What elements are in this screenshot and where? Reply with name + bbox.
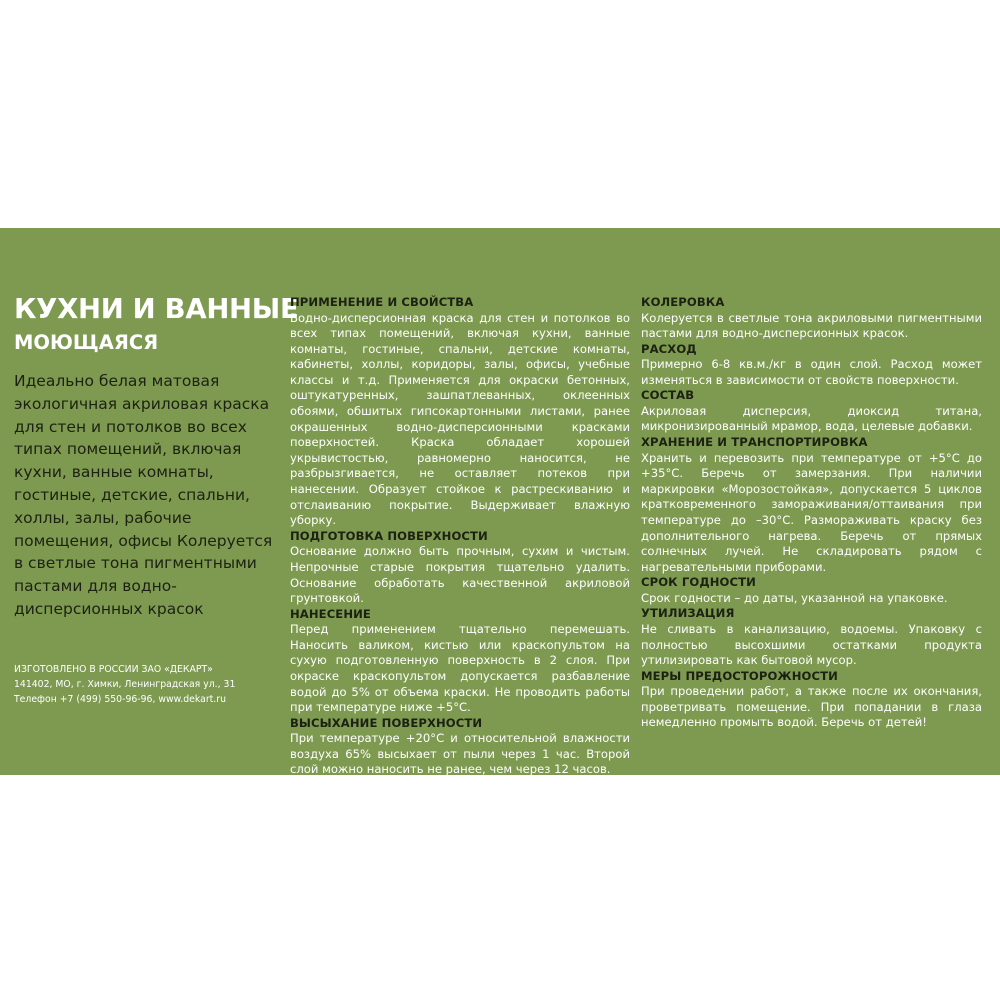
section-heading: ПРИМЕНЕНИЕ И СВОЙСТВА [290, 295, 474, 309]
section-text: Колеруется в светлые тона акриловыми пигментными пастами для водно-дисперсионных красок. [641, 310, 982, 341]
instructions-column-right [641, 295, 982, 731]
product-description: Идеально белая матовая экологичная акриловая краска для стен и потолков во всех типах помещений, включая кухни, ванные комнаты, гостиные, детские, спальни, холлы, залы, рабочие помещения, офисы Колеруется в светлые тона пигментными пастами для водно-дисперсионных красок [14, 372, 273, 618]
section-text: Водно-дисперсионная краска для стен и потолков во всех типах помещений, включая кухни, ванные комнаты, гостиные, спальни, детские комнаты, кабинеты, холлы, коридоры, залы, офисы, учебные классы и т.д. Применяется для окраски бетонных, оштукатуренных, зашпатлеванных, оклеенных обоями, обшитых гипсокартонными листами, ранее окрашенных водно-дисперсионными красками поверхностей. Краска обладает хорошей укрывистостью, равномерно наносится, не разбрызгивается, не оставляет потеков при нанесении. Образует стойкое к растрескиванию и отслаиванию покрытие. Выдерживает влажную уборку. [290, 310, 630, 528]
section-heading: КОЛЕРОВКА [641, 295, 725, 309]
section-heading: РАСХОД [641, 341, 697, 356]
section-shelf-life [641, 575, 982, 606]
section-applying [290, 607, 630, 716]
product-subtitle: МОЮЩАЯСЯ [14, 331, 159, 354]
section-text: Акриловая дисперсия, диоксид титана, микронизированный мрамор, вода, целевые добавки. [641, 403, 982, 434]
section-text: Перед применением тщательно перемешать. Наносить валиком, кистью или краскопультом на сухую подготовленную поверхность в 2 слоя. При окраске краскопультом допускается разбавление водой до 5% от объема краски. Не проводить работы при температуре ниже +5°С. [290, 622, 630, 715]
section-text: Срок годности – до даты, указанной на упаковке. [641, 590, 948, 605]
section-drying [290, 716, 630, 778]
section-composition [641, 388, 982, 435]
section-heading: ВЫСЫХАНИЕ ПОВЕРХНОСТИ [290, 715, 483, 730]
section-heading: УТИЛИЗАЦИЯ [641, 606, 735, 621]
section-text: Основание должно быть прочным, сухим и чистым. Непрочные старые покрытия тщательно удалить. Основание обработать качественной акриловой грунтовкой. [290, 544, 630, 606]
manufacturer-line: ИЗГОТОВЛЕНО В РОССИИ ЗАО «ДЕКАРТ» [14, 664, 213, 675]
section-text: При проведении работ, а также после их окончания, проветривать помещение. При попадании в глаза немедленно промыть водой. Беречь от детей! [641, 684, 982, 730]
section-consumption [641, 342, 982, 389]
section-heading: НАНЕСЕНИЕ [290, 606, 371, 621]
section-heading: МЕРЫ ПРЕДОСТОРОЖНОСТИ [641, 668, 838, 683]
section-text: Хранить и перевозить при температуре от +5°С до +35°С. Беречь от замерзания. При наличии маркировки «Морозостойкая», допускается 5 циклов кратковременного замораживания/оттаивания при температуре до –30°С. Размораживать краску без дополнительного нагрева. Беречь от прямых солнечных лучей. Не складировать рядом с нагревательными приборами. [641, 450, 982, 574]
section-heading: ПОДГОТОВКА ПОВЕРХНОСТИ [290, 528, 488, 543]
section-surface-preparation [290, 529, 630, 607]
product-title: КУХНИ И ВАННЫЕ [14, 293, 299, 325]
section-disposal [641, 606, 982, 668]
product-label [0, 228, 1000, 775]
manufacturer-info [14, 662, 276, 707]
section-text: При температуре +20°С и относительной влажности воздуха 65% высыхает от пыли через 1 час. Второй слой можно наносить не ранее, чем через 12 часов. [290, 731, 630, 777]
instructions-column-middle [290, 295, 630, 778]
section-heading: СОСТАВ [641, 388, 695, 403]
section-tinting [641, 295, 982, 342]
section-heading: ХРАНЕНИЕ И ТРАНСПОРТИРОВКА [641, 435, 868, 450]
section-precautions [641, 669, 982, 731]
section-text: Не сливать в канализацию, водоемы. Упаковку с полностью высохшими остатками продукта утилизировать как бытовой мусор. [641, 621, 982, 668]
section-heading: СРОК ГОДНОСТИ [641, 575, 756, 590]
manufacturer-contacts: Телефон +7 (499) 550-96-96, www.dekart.ru [14, 694, 226, 705]
section-storage [641, 435, 982, 575]
manufacturer-address: 141402, МО, г. Химки, Ленинградская ул., 31 [14, 679, 236, 690]
section-application [290, 295, 630, 529]
product-summary [14, 292, 299, 621]
section-text: Примерно 6-8 кв.м./кг в один слой. Расход может изменяться в зависимости от свойств поверхности. [641, 357, 982, 387]
